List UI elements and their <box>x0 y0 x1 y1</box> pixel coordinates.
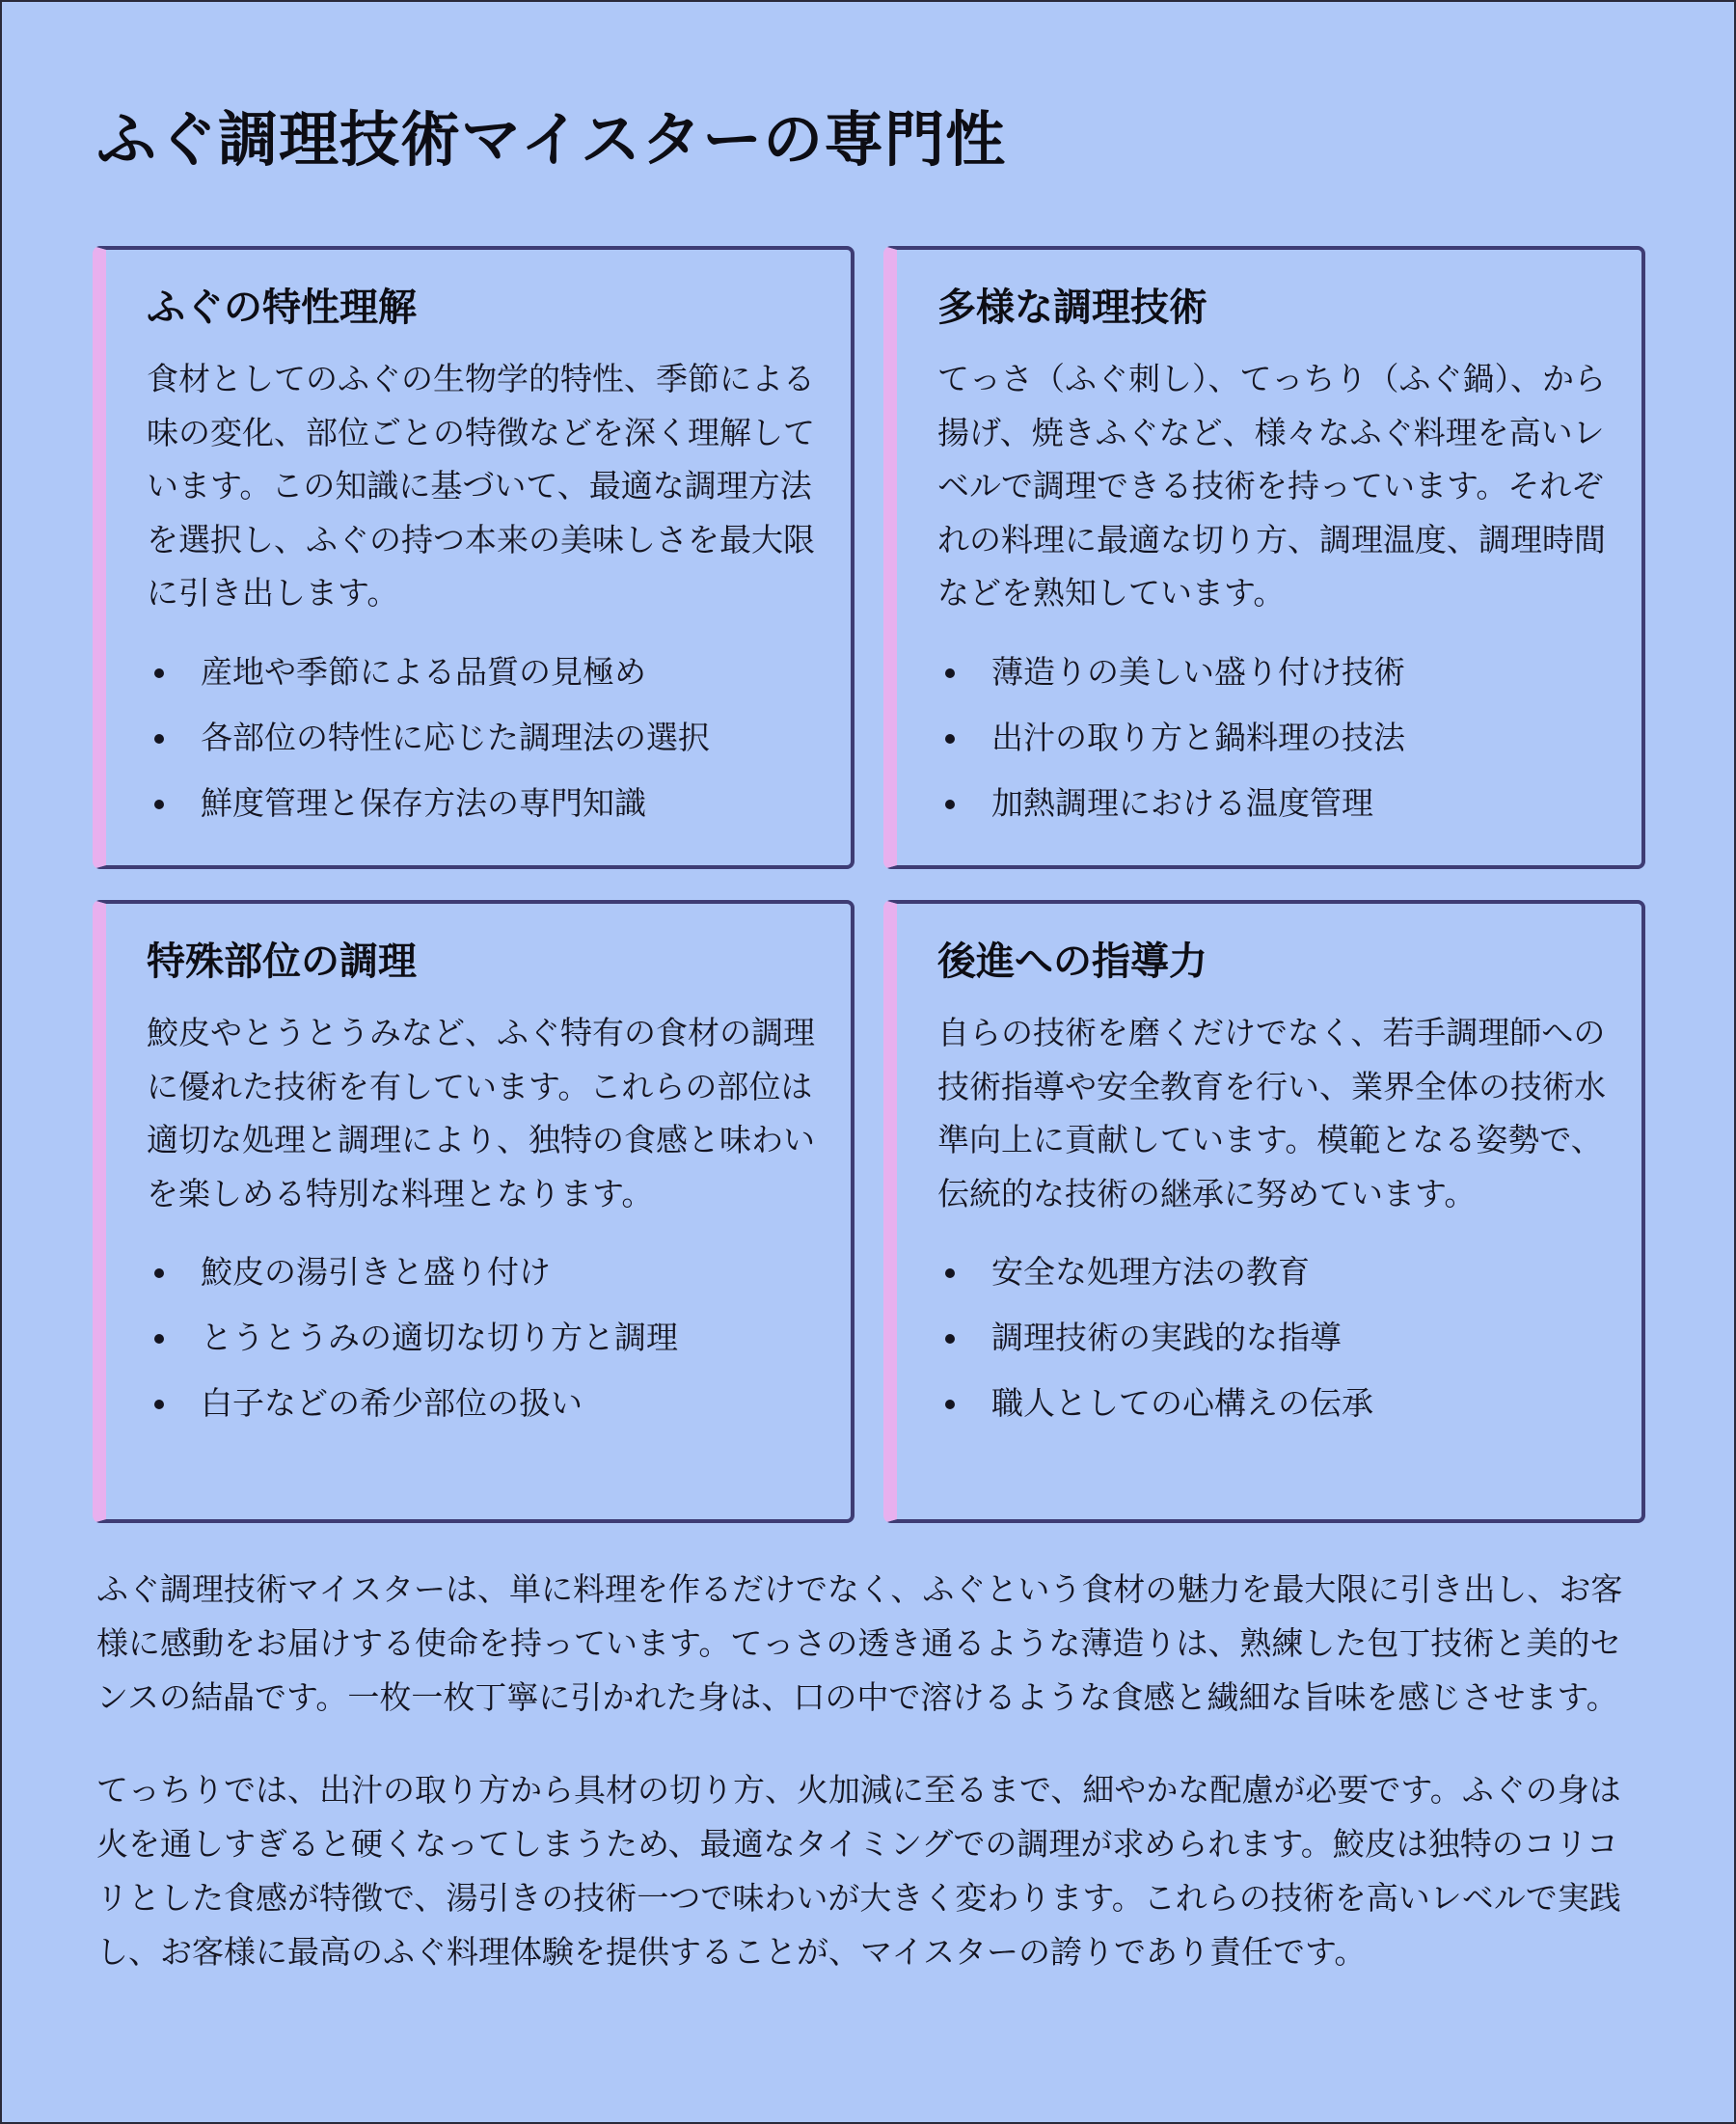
bullet-icon <box>945 734 955 744</box>
bullet-icon <box>154 668 164 678</box>
card-title: 多様な調理技術 <box>937 286 1207 330</box>
list-item <box>937 771 1611 836</box>
list-item-text: 出汁の取り方と鍋料理の技法 <box>991 718 1405 756</box>
list-item <box>937 640 1611 705</box>
bullet-icon <box>945 1268 955 1278</box>
list-item <box>147 771 820 836</box>
list-item-text: 調理技術の実践的な指導 <box>991 1319 1342 1356</box>
list-item <box>937 1305 1611 1371</box>
list-item <box>147 1239 820 1305</box>
page <box>2 2 1734 2122</box>
card-title: 後進への指導力 <box>937 939 1207 984</box>
bullet-icon <box>154 734 164 744</box>
bullet-icon <box>154 1334 164 1344</box>
list-item-text: 薄造りの美しい盛り付け技術 <box>991 652 1405 691</box>
list-item-text: とうとうみの適切な切り方と調理 <box>201 1319 678 1356</box>
bullet-icon <box>945 668 955 678</box>
summary-paragraph: てっちりでは、出汁の取り方から具材の切り方、火加減に至るまで、細やかな配慮が必要です。ふぐの身は火を通しすぎると硬くなってしまうため、最適なタイミングでの調理が求められます。鮫皮は独特のコリコリとした食感が特徴で、湯引きの技術一つで味わいが大きく変わります。これらの技術を高いレベルで実践し、お客様に最高のふぐ料理体験を提供することが、マイスターの誇りであり責任です。 <box>96 1771 1621 1971</box>
page-title: ふぐ調理技術マイスターの専門性 <box>96 104 1007 175</box>
list-item-text: 職人としての心構えの伝承 <box>991 1384 1373 1422</box>
list-item <box>147 640 820 705</box>
bullet-icon <box>945 1334 955 1344</box>
list-item <box>937 705 1611 771</box>
card-mentoring <box>883 900 1645 1523</box>
list-item <box>147 705 820 771</box>
bullet-icon <box>154 1268 164 1278</box>
bullet-icon <box>945 1400 955 1409</box>
card-title: 特殊部位の調理 <box>147 939 417 984</box>
card-cooking-techniques <box>883 246 1645 869</box>
list-item <box>937 1239 1611 1305</box>
list-item <box>937 1371 1611 1436</box>
list-item-text: 白子などの希少部位の扱い <box>201 1384 583 1422</box>
card-special-parts <box>93 900 854 1523</box>
list-item-text: 各部位の特性に応じた調理法の選択 <box>201 718 710 756</box>
card-list <box>937 1239 1611 1436</box>
card-fugu-characteristics <box>93 246 854 869</box>
summary <box>96 1563 1649 2018</box>
bullet-icon <box>154 1400 164 1409</box>
summary-paragraph: ふぐ調理技術マイスターは、単に料理を作るだけでなく、ふぐという食材の魅力を最大限に引き出し、お客様に感動をお届けする使命を持っています。てっさの透き通るような薄造りは、熟練した包丁技術と美的センスの結晶です。一枚一枚丁寧に引かれた身は、口の中で溶けるような食感と繊細な旨味を感じさせます。 <box>96 1570 1623 1716</box>
list-item <box>147 1305 820 1371</box>
card-body: 鮫皮やとうとうみなど、ふぐ特有の食材の調理に優れた技術を有しています。これらの部位は適切な処理と調理により、独特の食感と味わいを楽しめる特別な料理となります。 <box>147 1014 815 1212</box>
list-item-text: 鮮度管理と保存方法の専門知識 <box>201 783 646 822</box>
bullet-icon <box>945 800 955 809</box>
list-item-text: 加熱調理における温度管理 <box>991 783 1373 822</box>
card-list <box>937 640 1611 836</box>
card-body: 食材としてのふぐの生物学的特性、季節による味の変化、部位ごとの特徴などを深く理解しています。この知識に基づいて、最適な調理方法を選択し、ふぐの持つ本来の美味しさを最大限に引き出します。 <box>147 360 815 612</box>
expertise-grid <box>93 246 1645 1523</box>
card-body: 自らの技術を磨くだけでなく、若手調理師への技術指導や安全教育を行い、業界全体の技術水準向上に貢献しています。模範となる姿勢で、伝統的な技術の継承に努めています。 <box>937 1014 1606 1212</box>
bullet-icon <box>154 800 164 809</box>
card-list <box>147 640 820 836</box>
list-item <box>147 1371 820 1436</box>
card-body: てっさ（ふぐ刺し）、てっちり（ふぐ鍋）、から揚げ、焼きふぐなど、様々なふぐ料理を高いレベルで調理できる技術を持っています。それぞれの料理に最適な切り方、調理温度、調理時間などを熟知しています。 <box>937 360 1606 612</box>
card-title: ふぐの特性理解 <box>147 286 417 330</box>
list-item-text: 鮫皮の湯引きと盛り付け <box>201 1253 551 1291</box>
list-item-text: 産地や季節による品質の見極め <box>201 652 646 691</box>
list-item-text: 安全な処理方法の教育 <box>991 1253 1310 1291</box>
card-list <box>147 1239 820 1436</box>
